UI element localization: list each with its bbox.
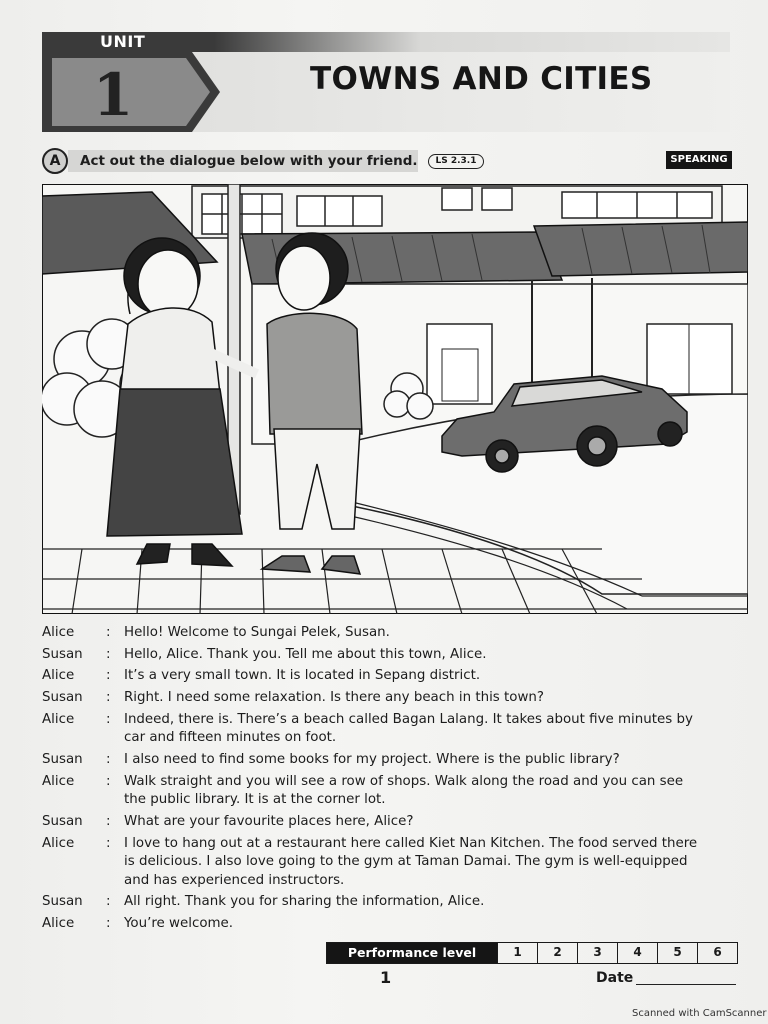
dialogue-row bbox=[42, 813, 752, 832]
dialogue-line: I love to hang out at a restaurant here called Kiet Nan Kitchen. The food served there bbox=[124, 835, 698, 851]
unit-number: 1 bbox=[92, 61, 134, 129]
speaker-colon: : bbox=[106, 894, 111, 910]
skill-badge: SPEAKING bbox=[666, 151, 732, 169]
dialogue-line: It’s a very small town. It is located in Sepang district. bbox=[124, 668, 481, 684]
dialogue-line: the public library. It is at the corner lot. bbox=[124, 792, 386, 808]
dialogue-row bbox=[42, 667, 752, 686]
dialogue-line: Walk straight and you will see a row of shops. Walk along the road and you can see bbox=[124, 773, 684, 789]
speaker-name: Susan bbox=[42, 646, 83, 662]
dialogue-row bbox=[42, 751, 752, 770]
dialogue-row bbox=[42, 915, 752, 934]
performance-level-cell[interactable]: 5 bbox=[657, 943, 697, 963]
date-label: Date bbox=[596, 970, 634, 986]
performance-level-cell[interactable]: 3 bbox=[577, 943, 617, 963]
dialogue-row bbox=[42, 646, 752, 665]
performance-level-label: Performance level bbox=[327, 943, 497, 963]
dialogue-row bbox=[42, 689, 752, 708]
speaker-name: Susan bbox=[42, 751, 83, 767]
speaker-name: Alice bbox=[42, 625, 75, 640]
speaker-colon: : bbox=[106, 711, 111, 727]
page-number: 1 bbox=[380, 968, 392, 987]
dialogue-row bbox=[42, 893, 752, 912]
speaker-name: Susan bbox=[42, 813, 83, 829]
dialogue-line: Hello, Alice. Thank you. Tell me about this town, Alice. bbox=[124, 646, 487, 662]
speaker-colon: : bbox=[106, 668, 111, 684]
speaker-name: Alice bbox=[42, 835, 75, 851]
dialogue-line: is delicious. I also love going to the gym at Taman Damai. The gym is well-equipped bbox=[124, 854, 688, 869]
page-title: TOWNS AND CITIES bbox=[310, 61, 653, 97]
dialogue-row bbox=[42, 711, 752, 748]
dialogue-line: You’re welcome. bbox=[124, 915, 234, 931]
dialogue-list bbox=[42, 624, 752, 937]
performance-level-cell[interactable]: 6 bbox=[697, 943, 737, 963]
speaker-colon: : bbox=[106, 915, 111, 931]
dialogue-line: What are your favourite places here, Alice? bbox=[124, 813, 414, 829]
speaker-colon: : bbox=[106, 646, 111, 662]
awning-right bbox=[534, 222, 748, 276]
dialogue-line: Indeed, there is. There’s a beach called Bagan Lalang. It takes about five minutes by bbox=[124, 711, 693, 727]
learning-standard-code: LS 2.3.1 bbox=[428, 154, 484, 169]
dialogue-line: I also need to find some books for my project. Where is the public library? bbox=[124, 751, 620, 767]
dialogue-line: Hello! Welcome to Sungai Pelek, Susan. bbox=[124, 625, 390, 640]
dialogue-line: Right. I need some relaxation. Is there any beach in this town? bbox=[124, 690, 545, 706]
dialogue-line: All right. Thank you for sharing the information, Alice. bbox=[124, 894, 485, 910]
dialogue-row bbox=[42, 835, 752, 891]
speaker-name: Alice bbox=[42, 915, 75, 931]
dialogue-line: car and fifteen minutes on foot. bbox=[124, 730, 337, 746]
unit-label: UNIT bbox=[100, 32, 146, 51]
speaker-colon: : bbox=[106, 813, 111, 829]
speaker-name: Alice bbox=[42, 773, 75, 789]
performance-level-cell[interactable]: 2 bbox=[537, 943, 577, 963]
speaker-name: Alice bbox=[42, 711, 75, 727]
speaker-colon: : bbox=[106, 690, 111, 706]
dialogue-line: and has experienced instructors. bbox=[124, 872, 345, 888]
street-scene-illustration bbox=[42, 184, 748, 614]
speaker-colon: : bbox=[106, 773, 111, 789]
section-letter-badge: A bbox=[42, 148, 68, 174]
speaker-name: Susan bbox=[42, 690, 83, 706]
instruction-text: Act out the dialogue below with your friend. bbox=[80, 153, 418, 169]
speaker-colon: : bbox=[106, 835, 111, 851]
speaker-colon: : bbox=[106, 625, 111, 640]
speaker-name: Alice bbox=[42, 668, 75, 684]
performance-level-cell[interactable]: 1 bbox=[497, 943, 537, 963]
speaker-colon: : bbox=[106, 751, 111, 767]
speaker-name: Susan bbox=[42, 894, 83, 910]
date-field-line[interactable] bbox=[636, 984, 736, 985]
dialogue-row bbox=[42, 773, 752, 810]
performance-level-bar bbox=[326, 942, 738, 964]
unit-arrow-shape bbox=[42, 52, 242, 132]
performance-level-cell[interactable]: 4 bbox=[617, 943, 657, 963]
scanner-watermark: Scanned with CamScanner bbox=[632, 1008, 767, 1019]
dialogue-row bbox=[42, 624, 752, 643]
